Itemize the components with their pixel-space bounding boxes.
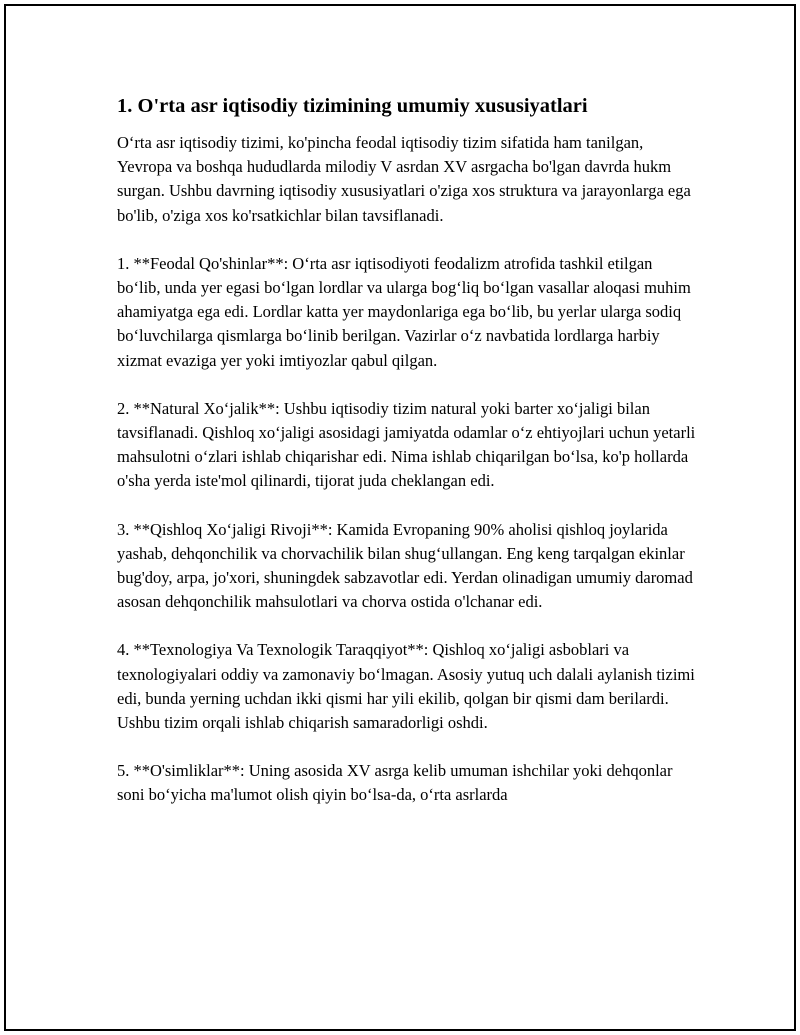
- paragraph-feodal-qoshinlar: 1. **Feodal Qo'shinlar**: O‘rta asr iqtisodiyoti feodalizm atrofida tashkil etilgan bo‘lib, unda yer egasi bo‘lgan lordlar va ularga bog‘liq bo‘lgan vasallar aloqasi muhim ahamiyatga ega edi. Lordlar katta yer maydonlariga ega bo‘lib, bu yerlar ularga sodiq bo‘luvchilarga qismlarga bo‘linib berilgan. Vazirlar o‘z navbatida lordlarga harbiy xizmat evaziga yer yoki imtiyozlar qabul qilgan.: [117, 253, 691, 370]
- paragraph-texnologiya: 4. **Texnologiya Va Texnologik Taraqqiyot**: Qishloq xo‘jaligi asboblari va texnologiyalari oddiy va zamonaviy bo‘lmagan. Asosiy yutuq uch dalali aylanish tizimi edi, bunda yerning uchdan ikki qismi har yili ekilib, qolgan bir qismi dam berilardi. Ushbu tizim orqali ishlab chiqarish samaradorligi oshdi.: [117, 640, 695, 733]
- document-body: [117, 93, 697, 832]
- paragraph-osimliklar: 5. **O'simliklar**: Uning asosida XV asrga kelib umuman ishchilar yoki dehqonlar soni bo‘yicha ma'lumot olish qiyin bo‘lsa-da, o‘rta asrlarda: [117, 761, 673, 805]
- paragraph-qishloq-xojaligi-rivoji: 3. **Qishloq Xo‘jaligi Rivoji**: Kamida Evropaning 90% aholisi qishloq joylarida yashab, dehqonchilik va chorvachilik bilan shug‘ullangan. Eng keng tarqalgan ekinlar bug'doy, arpa, jo'xori, shuningdek sabzavotlar edi. Yerdan olinadigan umumiy daromad asosan dehqonchilik mahsulotlari va chorva ostida o'lchanar edi.: [117, 519, 693, 612]
- paragraph-natural-xojalik: 2. **Natural Xo‘jalik**: Ushbu iqtisodiy tizim natural yoki barter xo‘jaligi bilan tavsiflanadi. Qishloq xo‘jaligi asosidagi jamiyatda odamlar o‘z ehtiyojlari uchun yetarli mahsulotni o‘zlari ishlab chiqarishar edi. Nima ishlab chiqarilgan bo‘lsa, ko'p hollarda o'sha yerda iste'mol qilinardi, tijorat juda cheklangan edi.: [117, 398, 696, 491]
- document-title: 1. O'rta asr iqtisodiy tizimining umumiy xususiyatlari: [117, 95, 588, 117]
- intro-paragraph: O‘rta asr iqtisodiy tizimi, ko'pincha feodal iqtisodiy tizim sifatida ham tanilgan, Yevropa va boshqa hududlarda milodiy V asrdan XV asrgacha bo'lgan davrda hukm surgan. Ushbu davrning iqtisodiy xususiyatlari o'ziga xos struktura va jarayonlarga ega bo'lib, o'ziga xos ko'rsatkichlar bilan tavsiflanadi.: [117, 133, 691, 225]
